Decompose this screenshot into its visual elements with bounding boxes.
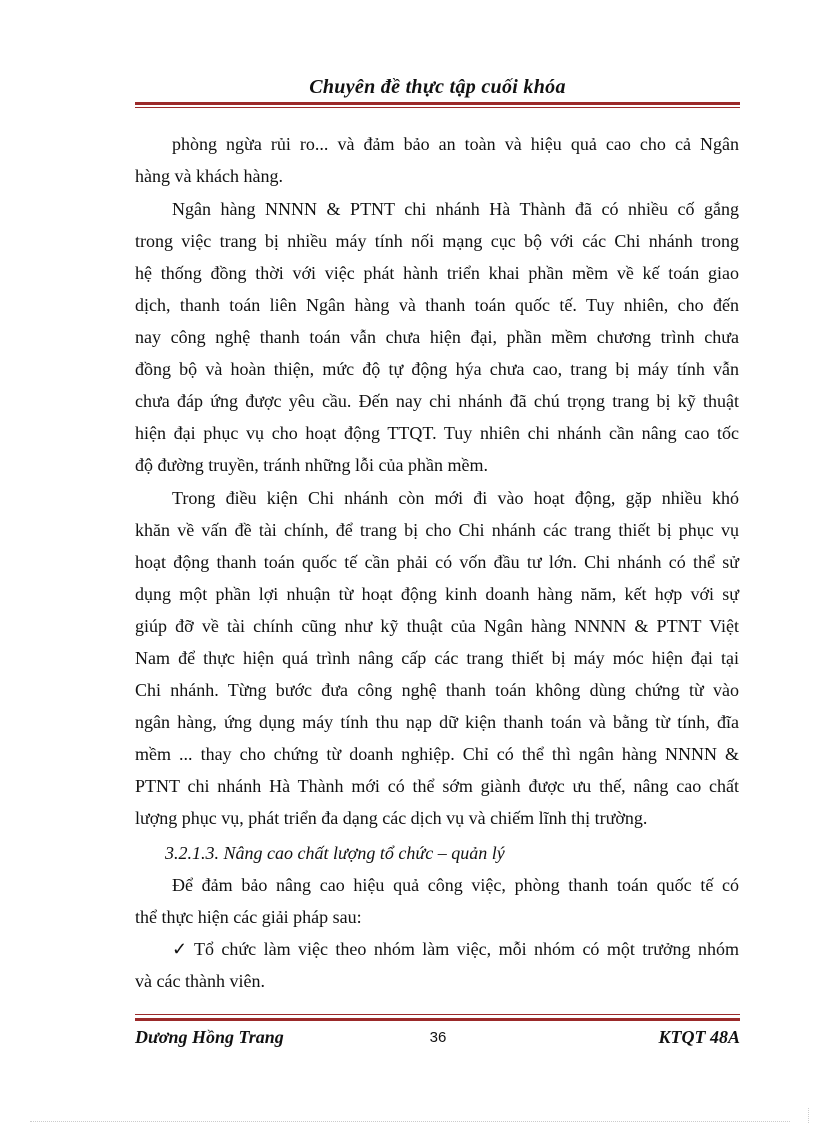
page-corner-mark — [808, 1108, 809, 1123]
text-line: hoạt động thanh toán quốc tế cần phải có vốn đầu tư lớn. Chi nhánh có thể sử — [135, 552, 739, 572]
section-heading: 3.2.1.3. Nâng cao chất lượng tổ chức – quản lý — [165, 843, 505, 863]
header-rule-thin — [135, 107, 740, 108]
text-line: hệ thống đồng thời với việc phát hành triển khai phần mềm về kế toán giao — [135, 263, 739, 283]
footer-rule-thin — [135, 1014, 740, 1015]
text-line: Nam để thực hiện quá trình nâng cấp các trang thiết bị máy móc hiện đại tại — [135, 648, 739, 668]
page-number: 36 — [429, 1029, 447, 1046]
bullet-item — [172, 938, 739, 960]
text-line: dịch, thanh toán liên Ngân hàng và thanh toán quốc tế. Tuy nhiên, cho đến — [135, 295, 739, 315]
text-line: chưa đáp ứng được yêu cầu. Đến nay chi nhánh đã chú trọng trang bị kỹ thuật — [135, 391, 739, 411]
text-line: giúp đỡ về tài chính cũng như kỹ thuật của Ngân hàng NNNN & PTNT Việt — [135, 616, 739, 636]
bullet-text: Tổ chức làm việc theo nhóm làm việc, mỗi nhóm có một trưởng nhóm — [194, 939, 739, 959]
author-name: Dương Hồng Trang — [135, 1027, 284, 1047]
footer-rule-thick — [135, 1018, 740, 1021]
checkmark-icon: ✓ — [172, 939, 188, 959]
text-line: Chi nhánh. Từng bước đưa công nghệ thanh toán không dùng chứng từ vào — [135, 680, 739, 700]
text-line: thể thực hiện các giải pháp sau: — [135, 907, 362, 927]
text-line: Ngân hàng NNNN & PTNT chi nhánh Hà Thành đã có nhiều cố gắng — [172, 199, 739, 219]
text-line: nay công nghệ thanh toán vẫn chưa hiện đại, phần mềm chương trình chưa — [135, 327, 739, 347]
document-title: Chuyên đề thực tập cuối khóa — [309, 76, 566, 98]
text-line: Để đảm bảo nâng cao hiệu quả công việc, phòng thanh toán quốc tế có — [172, 875, 739, 895]
text-line: lượng phục vụ, phát triển đa dạng các dịch vụ và chiếm lĩnh thị trường. — [135, 808, 648, 828]
text-line: khăn về vấn đề tài chính, để trang bị cho Chi nhánh các trang thiết bị phục vụ — [135, 520, 739, 540]
text-line: Trong điều kiện Chi nhánh còn mới đi vào hoạt động, gặp nhiều khó — [172, 488, 739, 508]
text-line: hàng và khách hàng. — [135, 166, 283, 186]
class-code: KTQT 48A — [658, 1027, 740, 1047]
page-boundary — [30, 1121, 790, 1122]
text-line: hiện đại phục vụ cho hoạt động TTQT. Tuy nhiên chi nhánh cần nâng cao tốc — [135, 423, 739, 443]
text-line: dụng một phần lợi nhuận từ hoạt động kinh doanh hàng năm, kết hợp với sự — [135, 584, 739, 604]
text-line: PTNT chi nhánh Hà Thành mới có thể sớm giành được ưu thế, nâng cao chất — [135, 776, 739, 796]
text-line: độ đường truyền, tránh những lỗi của phần mềm. — [135, 455, 488, 475]
text-line: ngân hàng, ứng dụng máy tính thu nạp dữ kiện thanh toán và bằng từ tính, đĩa — [135, 712, 739, 732]
text-line: và các thành viên. — [135, 971, 265, 991]
text-line: đồng bộ và hoàn thiện, mức độ tự động hýa chưa cao, trang bị máy tính vẫn — [135, 359, 739, 379]
text-line: mềm ... thay cho chứng từ doanh nghiệp. Chỉ có thể thì ngân hàng NNNN & — [135, 744, 739, 764]
header-rule-thick — [135, 102, 740, 105]
text-line: phòng ngừa rủi ro... và đảm bảo an toàn và hiệu quả cao cho cả Ngân — [172, 134, 739, 154]
text-line: trong việc trang bị nhiều máy tính nối mạng cục bộ với các Chi nhánh trong — [135, 231, 739, 251]
